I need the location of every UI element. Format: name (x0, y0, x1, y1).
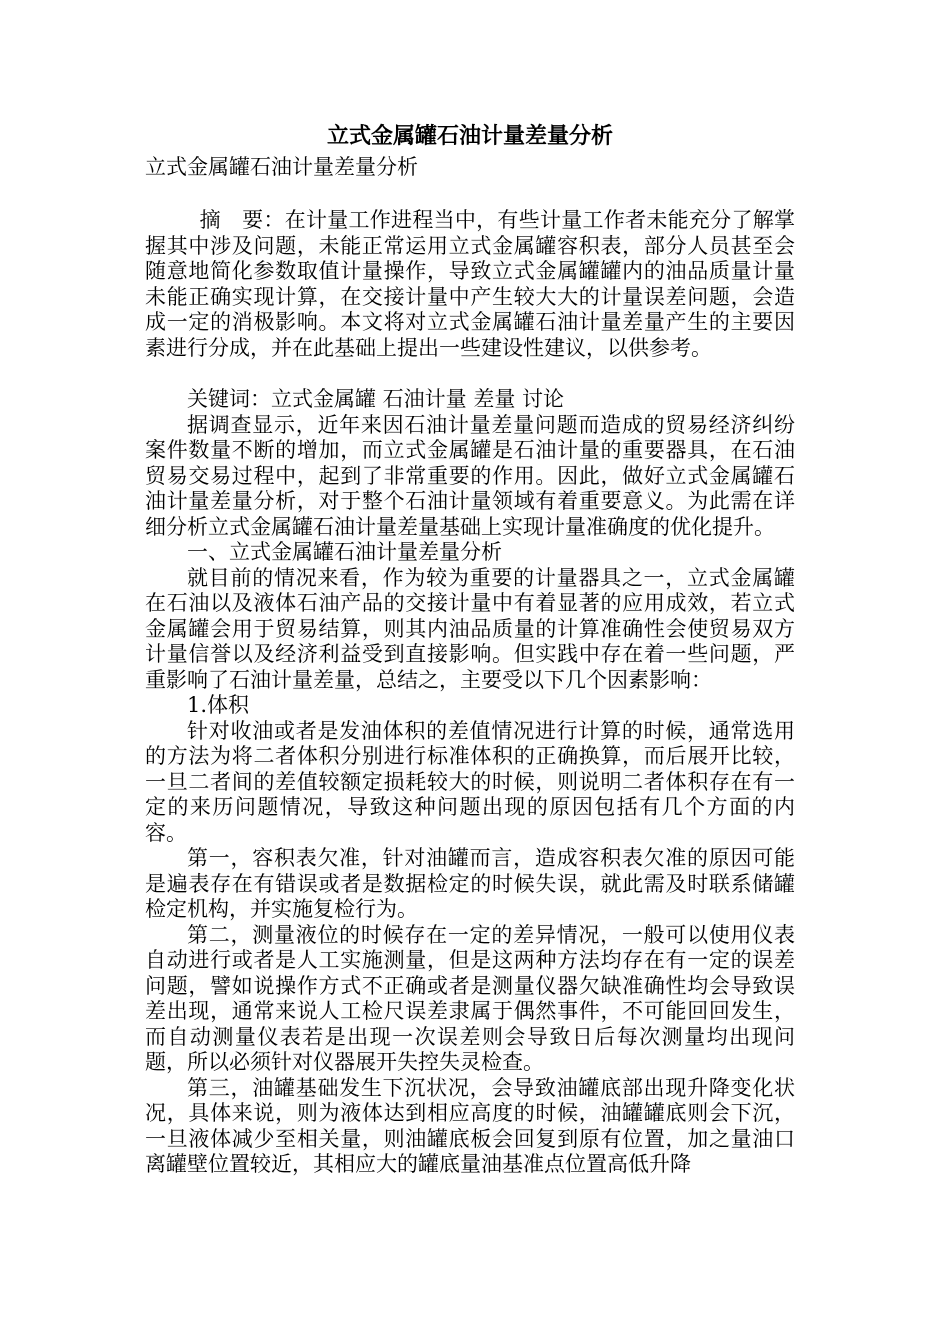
spacer (145, 182, 795, 208)
section-1-paragraph: 就目前的情况来看，作为较为重要的计量器具之一，立式金属罐在石油以及液体石油产品的交接计量中有着显著的应用成效，若立式金属罐会用于贸易结算，则其内油品质量的计算准确性会使贸易双方计量信誉以及经济利益受到直接影响。但实践中存在着一些问题，严重影响了石油计量差量，总结之，主要受以下几个因素影响： (145, 565, 795, 692)
section-1-heading: 一、立式金属罐石油计量差量分析 (187, 540, 502, 564)
abstract-paragraph: 摘 要：在计量工作进程当中，有些计量工作者未能充分了解掌握其中涉及问题，未能正常运用立式金属罐容积表，部分人员甚至会随意地简化参数取值计量操作，导致立式金属罐罐内的油品质量计量未能正确实现计算，在交接计量中产生较大大的计量误差问题，会造成一定的消极影响。本文将对立式金属罐石油计量差量产生的主要因素进行分成，并在此基础上提出一些建设性建议，以供参考。 (145, 208, 795, 360)
document-page (145, 120, 795, 1178)
point-1-paragraph: 第一，容积表欠准，针对油罐而言，造成容积表欠准的原因可能是遍表存在有错误或者是数据检定的时候失误，就此需及时联系储罐检定机构，并实施复检行为。 (145, 846, 795, 921)
document-subtitle: 立式金属罐石油计量差量分析 (145, 155, 418, 179)
subsection-1-heading: 1.体积 (187, 693, 250, 717)
point-3-paragraph: 第三，油罐基础发生下沉状况，会导致油罐底部出现升降变化状况，具体来说，则为液体达到相应高度的时候，油罐罐底则会下沉，一旦液体减少至相关量，则油罐底板会回复到原有位置，加之量油口离罐壁位置较近，其相应大的罐底量油基准点位置高低升降 (145, 1075, 795, 1176)
subsection-1-paragraph: 针对收油或者是发油体积的差值情况进行计算的时候，通常选用的方法为将二者体积分别进行标准体积的正确换算，而后展开比较，一旦二者间的差值较额定损耗较大的时候，则说明二者体积存在有一定的来历问题情况，导致这种问题出现的原因包括有几个方面的内容。 (145, 718, 795, 845)
intro-paragraph: 据调查显示，近年来因石油计量差量问题而造成的贸易经济纠纷案件数量不断的增加，而立式金属罐是石油计量的重要器具，在石油贸易交易过程中，起到了非常重要的作用。因此，做好立式金属罐石油计量差量分析，对于整个石油计量领域有着重要意义。为此需在详细分析立式金属罐石油计量差量基础上实现计量准确度的优化提升。 (145, 412, 795, 539)
document-title: 立式金属罐石油计量差量分析 (326, 123, 613, 149)
point-2-paragraph: 第二，测量液位的时候存在一定的差异情况，一般可以使用仪表自动进行或者是人工实施测量，但是这两种方法均存在有一定的误差问题，譬如说操作方式不正确或者是测量仪器欠缺准确性均会导致误差出现，通常来说人工检尺误差隶属于偶然事件，不可能回回发生，而自动测量仪表若是出现一次误差则会导致日后每次测量均出现问题，所以必须针对仪器展开失控失灵检查。 (145, 922, 795, 1074)
spacer (145, 361, 795, 387)
keywords-line: 关键词：立式金属罐 石油计量 差量 讨论 (187, 387, 565, 411)
